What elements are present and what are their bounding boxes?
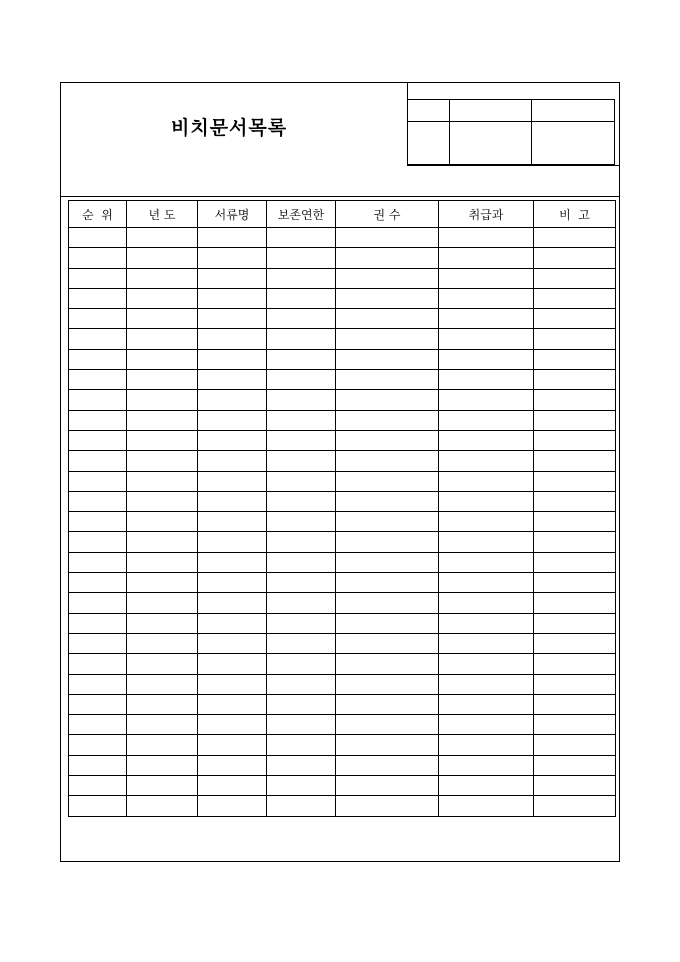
table-cell[interactable] [336, 349, 439, 369]
table-cell[interactable] [198, 573, 267, 593]
table-cell[interactable] [336, 288, 439, 308]
column-header-document-name: 서류명 [198, 201, 267, 228]
document-title: 비치문서목록 [171, 117, 288, 139]
table-cell[interactable] [267, 248, 336, 268]
table-cell[interactable] [127, 776, 198, 796]
table-cell[interactable] [198, 654, 267, 674]
table-cell[interactable] [336, 512, 439, 532]
document-frame [60, 82, 620, 862]
table-cell[interactable] [336, 390, 439, 410]
table-cell[interactable] [336, 654, 439, 674]
table-row [69, 613, 616, 633]
table-cell[interactable] [534, 796, 616, 816]
table-cell[interactable] [69, 674, 127, 694]
table-cell[interactable] [439, 268, 534, 288]
table-cell[interactable] [439, 613, 534, 633]
table-cell[interactable] [69, 349, 127, 369]
table-cell[interactable] [267, 694, 336, 714]
table-cell[interactable] [198, 633, 267, 653]
table-cell[interactable] [69, 512, 127, 532]
table-cell[interactable] [267, 674, 336, 694]
table-cell[interactable] [198, 613, 267, 633]
table-cell[interactable] [198, 349, 267, 369]
table-cell[interactable] [439, 552, 534, 572]
table-cell[interactable] [534, 735, 616, 755]
table-cell[interactable] [336, 573, 439, 593]
table-cell[interactable] [127, 410, 198, 430]
table-cell[interactable] [439, 674, 534, 694]
table-row [69, 491, 616, 511]
table-cell[interactable] [69, 471, 127, 491]
table-cell[interactable] [198, 491, 267, 511]
table-row [69, 755, 616, 775]
table-cell[interactable] [534, 430, 616, 450]
table-cell[interactable] [127, 248, 198, 268]
table-row [69, 228, 616, 248]
table-cell[interactable] [336, 776, 439, 796]
table-cell[interactable] [267, 776, 336, 796]
table-cell[interactable] [69, 593, 127, 613]
table-cell[interactable] [127, 613, 198, 633]
table-cell[interactable] [534, 390, 616, 410]
table-cell[interactable] [69, 613, 127, 633]
table-cell[interactable] [439, 248, 534, 268]
column-header-retention-period: 보존연한 [267, 201, 336, 228]
approval-sign-cell[interactable] [449, 122, 532, 165]
table-cell[interactable] [336, 532, 439, 552]
table-cell[interactable] [127, 552, 198, 572]
table-row [69, 248, 616, 268]
table-cell[interactable] [439, 451, 534, 471]
column-header-volume-count: 권 수 [336, 201, 439, 228]
table-cell[interactable] [534, 268, 616, 288]
table-cell[interactable] [127, 390, 198, 410]
table-cell[interactable] [198, 248, 267, 268]
table-cell[interactable] [198, 410, 267, 430]
table-cell[interactable] [127, 430, 198, 450]
table-cell[interactable] [198, 532, 267, 552]
table-row [69, 329, 616, 349]
table-cell[interactable] [439, 512, 534, 532]
table-cell[interactable] [534, 593, 616, 613]
table-cell[interactable] [198, 755, 267, 775]
table-cell[interactable] [336, 268, 439, 288]
table-cell[interactable] [267, 410, 336, 430]
table-cell[interactable] [439, 573, 534, 593]
table-cell[interactable] [439, 715, 534, 735]
table-cell[interactable] [336, 491, 439, 511]
table-cell[interactable] [439, 491, 534, 511]
table-cell[interactable] [336, 248, 439, 268]
table-cell[interactable] [439, 755, 534, 775]
table-row [69, 633, 616, 653]
table-cell[interactable] [69, 390, 127, 410]
approval-label-cell [449, 100, 532, 122]
table-cell[interactable] [439, 532, 534, 552]
table-row [69, 552, 616, 572]
table-cell[interactable] [336, 755, 439, 775]
table-row [69, 735, 616, 755]
table-cell[interactable] [69, 796, 127, 816]
table-cell[interactable] [198, 715, 267, 735]
table-row [69, 512, 616, 532]
column-header-department: 취급과 [439, 201, 534, 228]
table-cell[interactable] [198, 593, 267, 613]
table-cell[interactable] [69, 329, 127, 349]
table-cell[interactable] [534, 248, 616, 268]
table-cell[interactable] [336, 329, 439, 349]
table-cell[interactable] [336, 471, 439, 491]
table-cell[interactable] [439, 430, 534, 450]
table-cell[interactable] [127, 288, 198, 308]
table-cell[interactable] [198, 370, 267, 390]
table-cell[interactable] [439, 390, 534, 410]
table-header-row [69, 201, 616, 228]
table-cell[interactable] [127, 654, 198, 674]
table-cell[interactable] [198, 512, 267, 532]
table-cell[interactable] [267, 715, 336, 735]
table-cell[interactable] [69, 288, 127, 308]
table-cell[interactable] [69, 573, 127, 593]
table-cell[interactable] [127, 512, 198, 532]
table-cell[interactable] [439, 694, 534, 714]
table-cell[interactable] [267, 512, 336, 532]
table-cell[interactable] [198, 228, 267, 248]
table-cell[interactable] [439, 370, 534, 390]
table-cell[interactable] [336, 633, 439, 653]
table-cell[interactable] [69, 228, 127, 248]
table-cell[interactable] [534, 552, 616, 572]
approval-label-cell [408, 100, 449, 122]
column-header-remarks: 비 고 [534, 201, 616, 228]
table-row [69, 410, 616, 430]
table-cell[interactable] [127, 593, 198, 613]
table-cell[interactable] [534, 309, 616, 329]
table-cell[interactable] [534, 491, 616, 511]
table-cell[interactable] [336, 552, 439, 572]
table-cell[interactable] [534, 370, 616, 390]
approval-box [407, 83, 619, 166]
table-cell[interactable] [534, 288, 616, 308]
table-cell[interactable] [336, 430, 439, 450]
table-cell[interactable] [534, 715, 616, 735]
table-row [69, 451, 616, 471]
table-cell[interactable] [69, 491, 127, 511]
table-cell[interactable] [127, 674, 198, 694]
table-cell[interactable] [198, 288, 267, 308]
table-cell[interactable] [267, 309, 336, 329]
table-cell[interactable] [267, 288, 336, 308]
table-cell[interactable] [439, 329, 534, 349]
table-cell[interactable] [439, 633, 534, 653]
table-cell[interactable] [336, 309, 439, 329]
table-cell[interactable] [198, 430, 267, 450]
document-header [61, 83, 619, 197]
table-cell[interactable] [127, 715, 198, 735]
table-cell[interactable] [69, 268, 127, 288]
table-row [69, 349, 616, 369]
table-cell[interactable] [534, 451, 616, 471]
table-cell[interactable] [267, 552, 336, 572]
table-cell[interactable] [336, 735, 439, 755]
table-cell[interactable] [534, 329, 616, 349]
table-cell[interactable] [198, 329, 267, 349]
table-cell[interactable] [336, 593, 439, 613]
table-cell[interactable] [198, 674, 267, 694]
table-cell[interactable] [439, 471, 534, 491]
table-cell[interactable] [336, 228, 439, 248]
table-row [69, 674, 616, 694]
table-row [69, 268, 616, 288]
table-cell[interactable] [534, 573, 616, 593]
table-cell[interactable] [534, 512, 616, 532]
table-cell[interactable] [439, 349, 534, 369]
table-cell[interactable] [69, 654, 127, 674]
table-cell[interactable] [267, 755, 336, 775]
table-cell[interactable] [127, 309, 198, 329]
table-cell[interactable] [198, 390, 267, 410]
table-cell[interactable] [439, 410, 534, 430]
table-cell[interactable] [127, 451, 198, 471]
table-cell[interactable] [439, 309, 534, 329]
table-cell[interactable] [69, 532, 127, 552]
table-row [69, 694, 616, 714]
table-row [69, 715, 616, 735]
table-cell[interactable] [336, 370, 439, 390]
table-cell[interactable] [534, 410, 616, 430]
table-cell[interactable] [267, 613, 336, 633]
table-cell[interactable] [439, 288, 534, 308]
table-cell[interactable] [267, 735, 336, 755]
table-cell[interactable] [198, 796, 267, 816]
table-cell[interactable] [336, 694, 439, 714]
table-cell[interactable] [69, 430, 127, 450]
table-cell[interactable] [69, 755, 127, 775]
table-cell[interactable] [267, 268, 336, 288]
table-cell[interactable] [127, 532, 198, 552]
table-cell[interactable] [267, 573, 336, 593]
table-cell[interactable] [127, 370, 198, 390]
table-cell[interactable] [267, 491, 336, 511]
table-cell[interactable] [69, 451, 127, 471]
table-cell[interactable] [198, 471, 267, 491]
table-cell[interactable] [534, 694, 616, 714]
table-cell[interactable] [69, 694, 127, 714]
table-cell[interactable] [127, 755, 198, 775]
table-cell[interactable] [439, 654, 534, 674]
table-cell[interactable] [439, 735, 534, 755]
table-cell[interactable] [198, 776, 267, 796]
table-cell[interactable] [534, 532, 616, 552]
table-cell[interactable] [127, 228, 198, 248]
table-cell[interactable] [267, 329, 336, 349]
table-cell[interactable] [267, 532, 336, 552]
table-cell[interactable] [69, 552, 127, 572]
table-cell[interactable] [127, 796, 198, 816]
table-cell[interactable] [69, 715, 127, 735]
table-cell[interactable] [534, 674, 616, 694]
table-cell[interactable] [127, 491, 198, 511]
table-cell[interactable] [69, 370, 127, 390]
table-cell[interactable] [267, 471, 336, 491]
table-cell[interactable] [198, 268, 267, 288]
table-cell[interactable] [336, 613, 439, 633]
table-cell[interactable] [534, 349, 616, 369]
table-cell[interactable] [267, 633, 336, 653]
table-cell[interactable] [336, 715, 439, 735]
approval-label-cell [532, 100, 615, 122]
table-row [69, 593, 616, 613]
table-cell[interactable] [267, 654, 336, 674]
table-cell[interactable] [198, 694, 267, 714]
table-cell[interactable] [127, 268, 198, 288]
table-cell[interactable] [336, 410, 439, 430]
table-row [69, 370, 616, 390]
approval-top-strip [408, 83, 619, 99]
table-body [69, 228, 616, 817]
approval-table [408, 99, 615, 165]
table-cell[interactable] [267, 390, 336, 410]
table-cell[interactable] [267, 370, 336, 390]
table-row [69, 796, 616, 816]
table-cell[interactable] [69, 633, 127, 653]
table-cell[interactable] [127, 694, 198, 714]
table-cell[interactable] [267, 349, 336, 369]
table-row [69, 573, 616, 593]
table-cell[interactable] [336, 451, 439, 471]
table-cell[interactable] [69, 309, 127, 329]
table-cell[interactable] [439, 593, 534, 613]
table-cell[interactable] [267, 451, 336, 471]
table-row [69, 390, 616, 410]
approval-sign-cell[interactable] [532, 122, 615, 165]
table-cell[interactable] [534, 654, 616, 674]
table-row [69, 430, 616, 450]
table-cell[interactable] [534, 633, 616, 653]
table-cell[interactable] [127, 735, 198, 755]
table-cell[interactable] [127, 573, 198, 593]
table-row [69, 288, 616, 308]
table-cell[interactable] [69, 735, 127, 755]
table-cell[interactable] [69, 776, 127, 796]
table-cell[interactable] [127, 349, 198, 369]
table-cell[interactable] [439, 776, 534, 796]
column-header-year: 년 도 [127, 201, 198, 228]
table-cell[interactable] [198, 451, 267, 471]
table-cell[interactable] [198, 552, 267, 572]
table-cell[interactable] [267, 430, 336, 450]
table-cell[interactable] [534, 776, 616, 796]
column-header-rank: 순 위 [69, 201, 127, 228]
table-cell[interactable] [267, 593, 336, 613]
table-cell[interactable] [127, 471, 198, 491]
table-cell[interactable] [198, 309, 267, 329]
table-cell[interactable] [534, 755, 616, 775]
table-cell[interactable] [127, 633, 198, 653]
document-list-table [68, 200, 616, 817]
table-cell[interactable] [69, 410, 127, 430]
table-cell[interactable] [198, 735, 267, 755]
table-cell[interactable] [534, 228, 616, 248]
table-row [69, 471, 616, 491]
table-cell[interactable] [534, 471, 616, 491]
approval-sign-cell[interactable] [408, 122, 449, 165]
table-row [69, 309, 616, 329]
table-cell[interactable] [439, 796, 534, 816]
table-cell[interactable] [267, 796, 336, 816]
table-cell[interactable] [534, 613, 616, 633]
table-cell[interactable] [127, 329, 198, 349]
table-cell[interactable] [439, 228, 534, 248]
table-cell[interactable] [336, 674, 439, 694]
table-cell[interactable] [69, 248, 127, 268]
table-row [69, 776, 616, 796]
table-cell[interactable] [267, 228, 336, 248]
table-row [69, 532, 616, 552]
table-row [69, 654, 616, 674]
table-cell[interactable] [336, 796, 439, 816]
